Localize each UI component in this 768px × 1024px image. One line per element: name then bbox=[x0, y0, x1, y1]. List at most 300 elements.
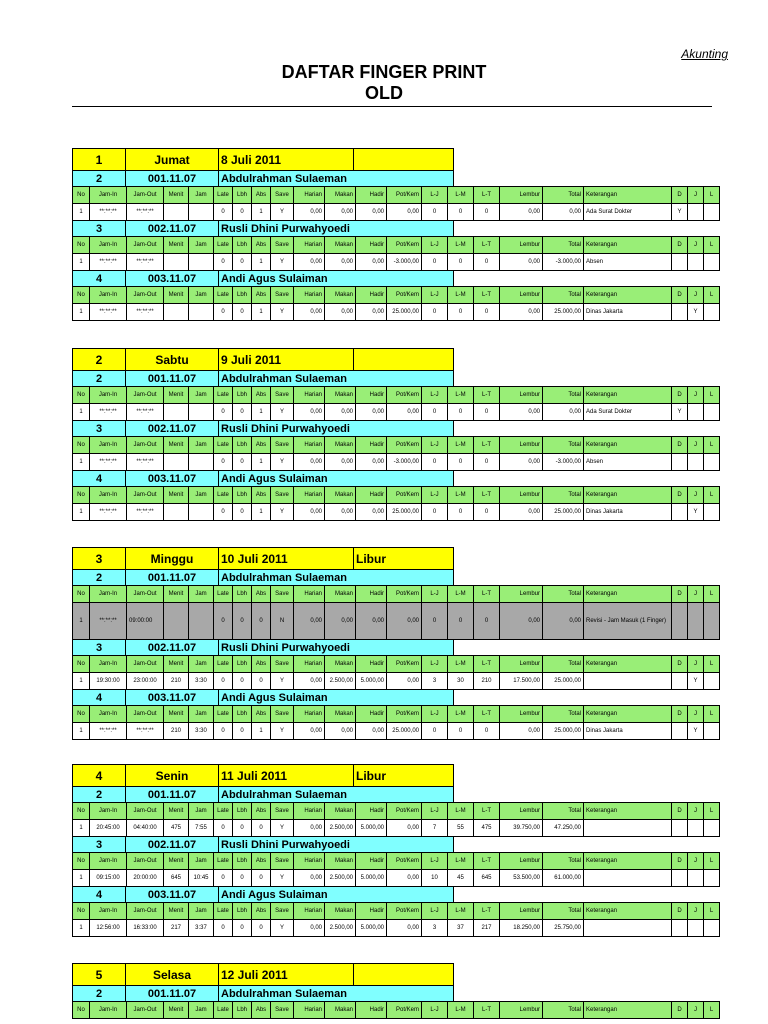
column-header: Late bbox=[214, 853, 233, 870]
column-header: L-J bbox=[422, 487, 448, 504]
table-cell: 210 bbox=[474, 673, 500, 690]
column-header: Menit bbox=[164, 1002, 189, 1019]
column-header: Jam-In bbox=[90, 437, 127, 454]
employee-header bbox=[72, 569, 454, 586]
table-cell: 0 bbox=[214, 454, 233, 471]
column-header: Jam bbox=[189, 187, 214, 204]
column-header: L-T bbox=[474, 586, 500, 603]
column-header: Harian bbox=[294, 903, 325, 920]
table-cell: 0,00 bbox=[356, 254, 387, 271]
table-cell: 1 bbox=[73, 603, 90, 640]
column-header: J bbox=[688, 903, 704, 920]
column-header: Abs bbox=[252, 853, 271, 870]
column-header: L-J bbox=[422, 803, 448, 820]
day-section bbox=[72, 963, 719, 1019]
table-cell: **:**:** bbox=[127, 254, 164, 271]
table-cell: 0 bbox=[474, 603, 500, 640]
table-cell bbox=[672, 673, 688, 690]
table-cell: 0,00 bbox=[356, 304, 387, 321]
table-cell bbox=[688, 404, 704, 421]
column-header: Jam bbox=[189, 287, 214, 304]
employee-id: 003.11.07 bbox=[126, 690, 219, 706]
table-cell: 0,00 bbox=[294, 304, 325, 321]
column-header: L-M bbox=[448, 187, 474, 204]
column-header: Save bbox=[271, 187, 294, 204]
column-header: Lbh bbox=[233, 1002, 252, 1019]
table-cell: 0 bbox=[474, 454, 500, 471]
column-header: Save bbox=[271, 437, 294, 454]
table-cell: 210 bbox=[164, 723, 189, 740]
table-row bbox=[73, 404, 720, 421]
column-header: Pot/Kem bbox=[387, 187, 422, 204]
column-header: D bbox=[672, 903, 688, 920]
column-header: Lbh bbox=[233, 853, 252, 870]
employee-header bbox=[72, 470, 454, 487]
day-name: Selasa bbox=[126, 964, 219, 986]
column-header: Lbh bbox=[233, 287, 252, 304]
column-header: L-J bbox=[422, 656, 448, 673]
day-number: 4 bbox=[73, 765, 126, 787]
table-cell: Ada Surat Dokter bbox=[584, 204, 672, 221]
table-cell bbox=[704, 603, 720, 640]
column-header: Lembur bbox=[500, 287, 543, 304]
table-cell bbox=[672, 304, 688, 321]
table-cell: 16:33:00 bbox=[127, 920, 164, 937]
table-cell: 0,00 bbox=[294, 454, 325, 471]
table-row bbox=[73, 304, 720, 321]
table-cell: 10 bbox=[422, 870, 448, 887]
column-header: Lembur bbox=[500, 903, 543, 920]
table-cell: 5.000,00 bbox=[356, 870, 387, 887]
column-header: Makan bbox=[325, 586, 356, 603]
column-header: Jam-Out bbox=[127, 287, 164, 304]
column-header: Pot/Kem bbox=[387, 387, 422, 404]
column-header: No bbox=[73, 287, 90, 304]
column-header: Jam bbox=[189, 586, 214, 603]
column-header: Jam bbox=[189, 1002, 214, 1019]
employee-id: 002.11.07 bbox=[126, 421, 219, 437]
column-header: Abs bbox=[252, 706, 271, 723]
day-note bbox=[354, 964, 454, 986]
column-header: Abs bbox=[252, 656, 271, 673]
column-header: Late bbox=[214, 437, 233, 454]
day-name: Sabtu bbox=[126, 349, 219, 371]
table-cell: 0 bbox=[448, 254, 474, 271]
table-cell bbox=[704, 723, 720, 740]
column-header: Harian bbox=[294, 1002, 325, 1019]
column-header-row bbox=[73, 437, 720, 454]
column-header: Lbh bbox=[233, 237, 252, 254]
table-cell: Y bbox=[271, 870, 294, 887]
table-cell: **:**:** bbox=[127, 723, 164, 740]
column-header: Total bbox=[543, 287, 584, 304]
table-cell: 0 bbox=[422, 254, 448, 271]
employee-number: 2 bbox=[73, 171, 126, 187]
day-section bbox=[72, 148, 719, 321]
table-cell: 25.000,00 bbox=[387, 504, 422, 521]
table-cell: **:**:** bbox=[90, 254, 127, 271]
column-header: Late bbox=[214, 586, 233, 603]
column-header: Save bbox=[271, 287, 294, 304]
table-cell: 1 bbox=[252, 723, 271, 740]
column-header: Hadir bbox=[356, 903, 387, 920]
column-header: L-M bbox=[448, 237, 474, 254]
table-cell: 0,00 bbox=[387, 870, 422, 887]
day-note: Libur bbox=[354, 765, 454, 787]
table-cell: 1 bbox=[73, 404, 90, 421]
column-header: Makan bbox=[325, 487, 356, 504]
table-cell bbox=[688, 454, 704, 471]
table-cell bbox=[672, 454, 688, 471]
column-header: L-T bbox=[474, 187, 500, 204]
table-row bbox=[73, 454, 720, 471]
table-cell: 0 bbox=[214, 304, 233, 321]
table-cell: 1 bbox=[73, 920, 90, 937]
day-note: Libur bbox=[354, 548, 454, 570]
column-header: Jam-Out bbox=[127, 853, 164, 870]
table-cell: Y bbox=[271, 204, 294, 221]
table-cell: 2.500,00 bbox=[325, 920, 356, 937]
table-cell: Y bbox=[271, 504, 294, 521]
table-cell bbox=[704, 304, 720, 321]
column-header: No bbox=[73, 387, 90, 404]
day-header bbox=[72, 148, 454, 171]
employee-header bbox=[72, 270, 454, 287]
table-cell: 0,00 bbox=[325, 454, 356, 471]
employee-id: 002.11.07 bbox=[126, 221, 219, 237]
table-cell: Y bbox=[271, 454, 294, 471]
table-cell: 645 bbox=[474, 870, 500, 887]
table-cell bbox=[704, 820, 720, 837]
column-header: Makan bbox=[325, 903, 356, 920]
table-cell: **:**:** bbox=[90, 723, 127, 740]
table-cell: 0,00 bbox=[500, 603, 543, 640]
column-header: Save bbox=[271, 487, 294, 504]
column-header: Makan bbox=[325, 287, 356, 304]
table-cell: 3:30 bbox=[189, 723, 214, 740]
table-cell: -3.000,00 bbox=[543, 254, 584, 271]
table-cell: 0 bbox=[233, 454, 252, 471]
table-cell bbox=[164, 304, 189, 321]
column-header: Harian bbox=[294, 706, 325, 723]
table-cell: 0,00 bbox=[500, 254, 543, 271]
column-header: L-M bbox=[448, 1002, 474, 1019]
column-header: Total bbox=[543, 853, 584, 870]
table-cell bbox=[704, 920, 720, 937]
table-cell: 0 bbox=[448, 504, 474, 521]
table-cell: 0,00 bbox=[325, 404, 356, 421]
column-header: L-J bbox=[422, 287, 448, 304]
table-cell: Absen bbox=[584, 254, 672, 271]
table-row bbox=[73, 820, 720, 837]
table-cell: N bbox=[271, 603, 294, 640]
table-cell: Absen bbox=[584, 454, 672, 471]
column-header: Abs bbox=[252, 1002, 271, 1019]
column-header-row bbox=[73, 903, 720, 920]
column-header: Menit bbox=[164, 437, 189, 454]
title-divider bbox=[72, 106, 712, 107]
table-cell bbox=[672, 254, 688, 271]
column-header: Keterangan bbox=[584, 586, 672, 603]
column-header: Pot/Kem bbox=[387, 1002, 422, 1019]
column-header: Menit bbox=[164, 656, 189, 673]
column-header: Total bbox=[543, 656, 584, 673]
column-header: Harian bbox=[294, 287, 325, 304]
table-cell: 25.000,00 bbox=[387, 304, 422, 321]
table-cell: 0,00 bbox=[325, 254, 356, 271]
column-header: J bbox=[688, 853, 704, 870]
table-cell: 3:30 bbox=[189, 673, 214, 690]
table-cell: **:**:** bbox=[90, 603, 127, 640]
column-header: L-T bbox=[474, 437, 500, 454]
column-header: Keterangan bbox=[584, 803, 672, 820]
column-header: L-T bbox=[474, 387, 500, 404]
column-header: Lembur bbox=[500, 237, 543, 254]
column-header: Lembur bbox=[500, 853, 543, 870]
day-note bbox=[354, 149, 454, 171]
employee-number: 2 bbox=[73, 787, 126, 803]
column-header: L-J bbox=[422, 706, 448, 723]
column-header: Harian bbox=[294, 237, 325, 254]
table-cell: 0,00 bbox=[500, 404, 543, 421]
column-header: Jam-In bbox=[90, 287, 127, 304]
table-cell: 0,00 bbox=[500, 204, 543, 221]
table-cell: **:**:** bbox=[90, 304, 127, 321]
title-line-1: DAFTAR FINGER PRINT bbox=[281, 62, 487, 82]
column-header: Lembur bbox=[500, 487, 543, 504]
table-cell: 1 bbox=[252, 454, 271, 471]
table-cell: 09:00:00 bbox=[127, 603, 164, 640]
table-cell: 0 bbox=[422, 204, 448, 221]
table-cell: 0 bbox=[214, 204, 233, 221]
employee-number: 4 bbox=[73, 887, 126, 903]
employee-number: 4 bbox=[73, 690, 126, 706]
employee-header bbox=[72, 170, 454, 187]
table-cell: 1 bbox=[252, 204, 271, 221]
table-cell: 23:00:00 bbox=[127, 673, 164, 690]
day-number: 1 bbox=[73, 149, 126, 171]
attendance-table bbox=[72, 386, 720, 421]
table-cell bbox=[584, 920, 672, 937]
employee-name: Andi Agus Sulaiman bbox=[219, 690, 454, 706]
day-date: 9 Juli 2011 bbox=[219, 349, 354, 371]
table-cell: Y bbox=[688, 504, 704, 521]
column-header: J bbox=[688, 803, 704, 820]
department-label: Akunting bbox=[681, 47, 728, 61]
column-header: Abs bbox=[252, 287, 271, 304]
table-cell bbox=[704, 204, 720, 221]
table-cell: 45 bbox=[448, 870, 474, 887]
table-cell bbox=[672, 820, 688, 837]
table-cell: 0,00 bbox=[500, 504, 543, 521]
table-cell: 2.500,00 bbox=[325, 673, 356, 690]
column-header: Harian bbox=[294, 487, 325, 504]
column-header: Menit bbox=[164, 803, 189, 820]
column-header-row bbox=[73, 586, 720, 603]
day-header bbox=[72, 348, 454, 371]
table-cell: 04:40:00 bbox=[127, 820, 164, 837]
column-header: L bbox=[704, 903, 720, 920]
table-cell: 0 bbox=[448, 723, 474, 740]
table-cell: 0 bbox=[233, 870, 252, 887]
day-name: Jumat bbox=[126, 149, 219, 171]
table-cell bbox=[688, 920, 704, 937]
column-header: Jam-In bbox=[90, 853, 127, 870]
column-header-row bbox=[73, 287, 720, 304]
column-header: Jam-Out bbox=[127, 487, 164, 504]
column-header: Total bbox=[543, 187, 584, 204]
table-cell bbox=[584, 820, 672, 837]
table-cell: 0 bbox=[448, 404, 474, 421]
table-cell: 25.000,00 bbox=[543, 304, 584, 321]
table-cell bbox=[704, 870, 720, 887]
column-header: D bbox=[672, 237, 688, 254]
day-date: 10 Juli 2011 bbox=[219, 548, 354, 570]
table-cell: 17.500,00 bbox=[500, 673, 543, 690]
column-header: Jam-In bbox=[90, 706, 127, 723]
column-header: L-M bbox=[448, 853, 474, 870]
column-header: Jam-In bbox=[90, 387, 127, 404]
table-cell: 1 bbox=[73, 504, 90, 521]
table-cell: 0,00 bbox=[356, 603, 387, 640]
attendance-table bbox=[72, 486, 720, 521]
table-cell: Y bbox=[688, 304, 704, 321]
employee-id: 001.11.07 bbox=[126, 986, 219, 1002]
employee-name: Andi Agus Sulaiman bbox=[219, 887, 454, 903]
column-header: Abs bbox=[252, 487, 271, 504]
column-header: Jam-In bbox=[90, 1002, 127, 1019]
table-row bbox=[73, 673, 720, 690]
column-header: No bbox=[73, 853, 90, 870]
column-header: Lembur bbox=[500, 187, 543, 204]
column-header: Lbh bbox=[233, 903, 252, 920]
table-cell bbox=[704, 254, 720, 271]
column-header: Lembur bbox=[500, 586, 543, 603]
column-header: L-M bbox=[448, 586, 474, 603]
column-header: Total bbox=[543, 586, 584, 603]
column-header: Late bbox=[214, 487, 233, 504]
table-cell bbox=[189, 404, 214, 421]
column-header: L-T bbox=[474, 803, 500, 820]
table-cell: 1 bbox=[252, 304, 271, 321]
attendance-table bbox=[72, 186, 720, 221]
attendance-table bbox=[72, 705, 720, 740]
table-cell: 39.750,00 bbox=[500, 820, 543, 837]
column-header: Hadir bbox=[356, 853, 387, 870]
table-cell: 0 bbox=[252, 820, 271, 837]
column-header: Keterangan bbox=[584, 1002, 672, 1019]
table-cell: -3.000,00 bbox=[387, 254, 422, 271]
employee-number: 3 bbox=[73, 421, 126, 437]
employee-header bbox=[72, 786, 454, 803]
day-number: 2 bbox=[73, 349, 126, 371]
column-header: Lembur bbox=[500, 803, 543, 820]
table-cell: 12:56:00 bbox=[90, 920, 127, 937]
employee-number: 3 bbox=[73, 640, 126, 656]
column-header: Save bbox=[271, 387, 294, 404]
column-header: Menit bbox=[164, 903, 189, 920]
table-cell: 1 bbox=[252, 504, 271, 521]
table-cell: Y bbox=[271, 820, 294, 837]
table-cell: Y bbox=[271, 723, 294, 740]
column-header: Menit bbox=[164, 287, 189, 304]
table-cell bbox=[584, 870, 672, 887]
column-header: J bbox=[688, 586, 704, 603]
column-header: Harian bbox=[294, 586, 325, 603]
table-cell bbox=[189, 204, 214, 221]
column-header: Pot/Kem bbox=[387, 853, 422, 870]
column-header: No bbox=[73, 903, 90, 920]
column-header: L bbox=[704, 437, 720, 454]
column-header: Pot/Kem bbox=[387, 803, 422, 820]
column-header: Hadir bbox=[356, 706, 387, 723]
employee-id: 001.11.07 bbox=[126, 371, 219, 387]
table-cell: 0 bbox=[214, 723, 233, 740]
employee-header bbox=[72, 836, 454, 853]
table-cell: 20:45:00 bbox=[90, 820, 127, 837]
column-header: L-T bbox=[474, 287, 500, 304]
column-header: L bbox=[704, 853, 720, 870]
column-header: Late bbox=[214, 803, 233, 820]
column-header: Harian bbox=[294, 387, 325, 404]
table-cell: 1 bbox=[73, 673, 90, 690]
table-cell bbox=[704, 504, 720, 521]
attendance-table bbox=[72, 1001, 720, 1019]
table-cell: Dinas Jakarta bbox=[584, 723, 672, 740]
table-cell: 0,00 bbox=[294, 404, 325, 421]
table-cell: 0,00 bbox=[294, 504, 325, 521]
day-date: 12 Juli 2011 bbox=[219, 964, 354, 986]
employee-name: Abdulrahman Sulaeman bbox=[219, 986, 454, 1002]
table-cell: 7 bbox=[422, 820, 448, 837]
column-header: Save bbox=[271, 803, 294, 820]
table-cell: 0,00 bbox=[356, 454, 387, 471]
column-header: L bbox=[704, 237, 720, 254]
table-cell: Revisi - Jam Masuk (1 Finger) bbox=[584, 603, 672, 640]
table-cell: 645 bbox=[164, 870, 189, 887]
column-header: No bbox=[73, 237, 90, 254]
table-cell: 30 bbox=[448, 673, 474, 690]
table-cell: 1 bbox=[73, 454, 90, 471]
column-header: Late bbox=[214, 387, 233, 404]
column-header: Jam bbox=[189, 803, 214, 820]
table-cell: 5.000,00 bbox=[356, 820, 387, 837]
table-cell: 25.000,00 bbox=[543, 504, 584, 521]
column-header: Pot/Kem bbox=[387, 437, 422, 454]
table-cell bbox=[704, 673, 720, 690]
day-header bbox=[72, 764, 454, 787]
employee-number: 2 bbox=[73, 371, 126, 387]
column-header: L bbox=[704, 803, 720, 820]
column-header: D bbox=[672, 287, 688, 304]
column-header: Jam-Out bbox=[127, 237, 164, 254]
table-cell bbox=[189, 254, 214, 271]
table-cell bbox=[672, 504, 688, 521]
table-cell: 1 bbox=[252, 254, 271, 271]
column-header-row bbox=[73, 803, 720, 820]
column-header: Pot/Kem bbox=[387, 903, 422, 920]
column-header: Pot/Kem bbox=[387, 656, 422, 673]
table-cell: 0 bbox=[252, 920, 271, 937]
column-header: Save bbox=[271, 237, 294, 254]
table-cell: 1 bbox=[252, 404, 271, 421]
employee-name: Rusli Dhini Purwahyoedi bbox=[219, 421, 454, 437]
column-header-row bbox=[73, 706, 720, 723]
column-header: Keterangan bbox=[584, 487, 672, 504]
column-header: Pot/Kem bbox=[387, 487, 422, 504]
column-header: L bbox=[704, 656, 720, 673]
table-cell bbox=[672, 870, 688, 887]
